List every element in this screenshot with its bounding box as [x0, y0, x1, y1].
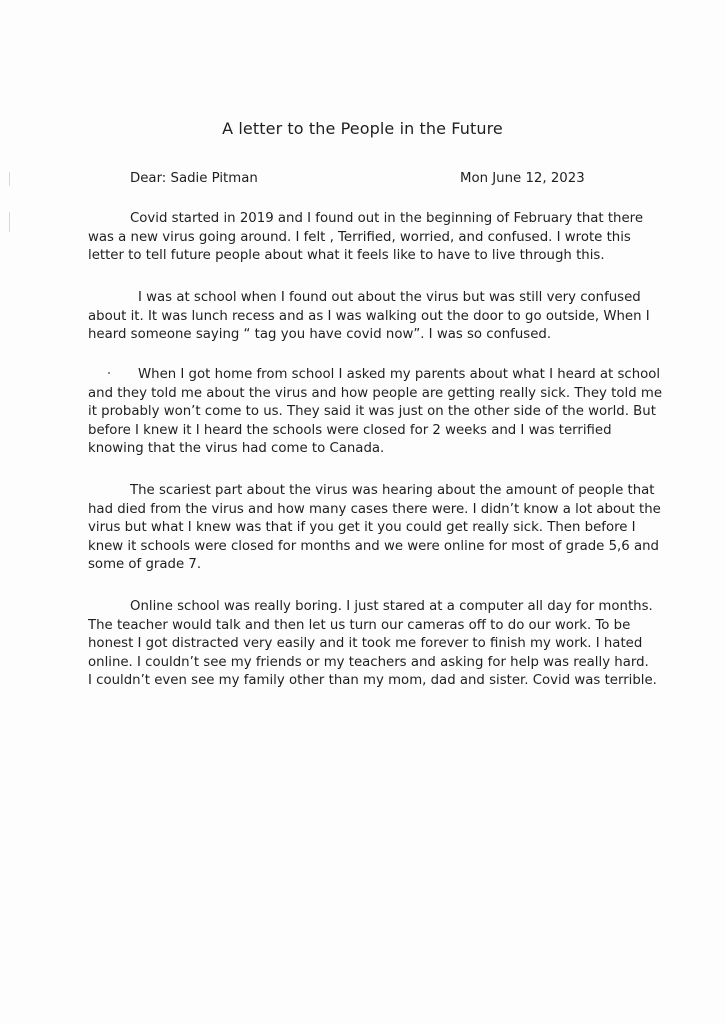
- paragraph-line: it probably won’t come to us. They said it was just on the other side of the world. But: [88, 404, 656, 420]
- paragraph-1: [88, 210, 643, 266]
- paragraph-5: [88, 598, 657, 691]
- scan-edge-mark: [9, 212, 10, 232]
- salutation: Dear: Sadie Pitman: [130, 171, 258, 186]
- paragraph-3: [88, 366, 662, 459]
- paragraph-line: online. I couldn’t see my friends or my teachers and asking for help was really hard.: [88, 654, 649, 670]
- paragraph-line: before I knew it I heard the schools were closed for 2 weeks and I was terrified: [88, 422, 612, 438]
- letter-date: Mon June 12, 2023: [460, 171, 585, 186]
- paragraph-line: some of grade 7.: [88, 557, 202, 573]
- paragraph-line: and they told me about the virus and how people are getting really sick. They told me: [88, 385, 662, 401]
- paragraph-line: honest I got distracted very easily and it took me forever to finish my work. I hated: [88, 636, 643, 652]
- paragraph-line: The teacher would talk and then let us turn our cameras off to do our work. To be: [88, 617, 631, 633]
- scan-edge-mark: [9, 172, 10, 186]
- paragraph-line: heard someone saying “ tag you have covid now”. I was so confused.: [88, 327, 552, 343]
- paragraph-line: virus but what I knew was that if you get it you could get really sick. Then before I: [88, 520, 636, 536]
- paragraph-line: knew it schools were closed for months and we were online for most of grade 5,6 and: [88, 538, 659, 554]
- letter-title: A letter to the People in the Future: [222, 119, 503, 138]
- paragraph-4: [88, 482, 661, 575]
- paragraph-line: Covid started in 2019 and I found out in the beginning of February that there: [130, 211, 644, 226]
- paragraph-line: I was at school when I found out about the virus but was still very confused: [138, 290, 641, 305]
- paragraph-2: [88, 289, 650, 345]
- paragraph-line: letter to tell future people about what it feels like to have to live through this.: [88, 248, 605, 264]
- paragraph-line: knowing that the virus had come to Canada.: [88, 441, 385, 457]
- paragraph-line: When I got home from school I asked my parents about what I heard at school: [138, 367, 661, 382]
- paragraph-line: The scariest part about the virus was hearing about the amount of people that: [130, 483, 655, 498]
- paragraph-line: Online school was really boring. I just stared at a computer all day for months.: [130, 599, 653, 614]
- paragraph-line: I couldn’t even see my family other than my mom, dad and sister. Covid was terrible.: [88, 673, 657, 689]
- paragraph-line: about it. It was lunch recess and as I was walking out the door to go outside, When I: [88, 308, 650, 324]
- paragraph-line: was a new virus going around. I felt , Terrified, worried, and confused. I wrote this: [88, 229, 631, 245]
- paragraph-line: had died from the virus and how many cases there were. I didn’t know a lot about the: [88, 501, 661, 517]
